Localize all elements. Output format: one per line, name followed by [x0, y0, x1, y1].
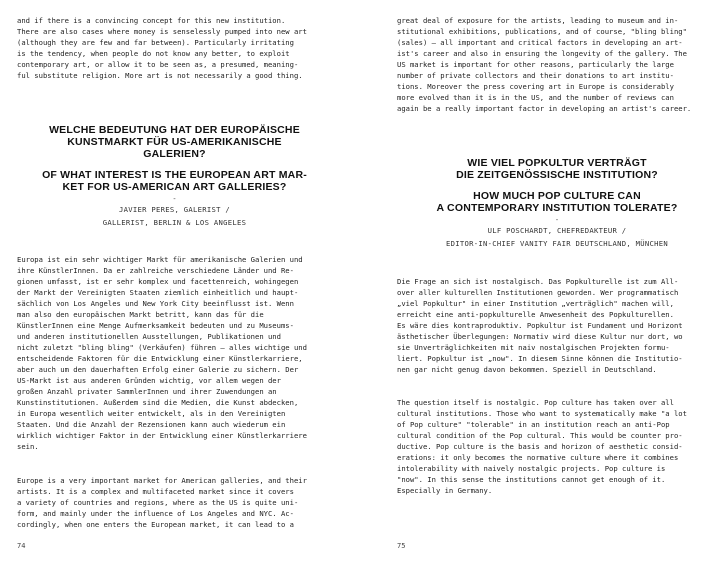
right-intro-paragraph — [397, 15, 717, 114]
text-line: Kunstinstitutionen. Außerdem sind die Medien, die Kunst abdecken, — [17, 398, 299, 407]
text-line: erations: it only becomes the normative culture where it combines — [397, 453, 679, 462]
text-line: is the tendency, when people do not know any better, to exploit — [17, 49, 290, 58]
text-line: Especially in Germany. — [397, 486, 493, 495]
text-line: tions. Moreover the press covering art in Europe is considerably — [397, 82, 674, 91]
right-body-german — [397, 276, 717, 375]
text-line: contemporary art, or allow it to be seen as, a presumed, meaning- — [17, 60, 299, 69]
text-line: erreicht eine anti-popkulturelle Anwesenheit des Popkulturellen. — [397, 310, 674, 319]
heading-english-line: OF WHAT INTEREST IS THE EUROPEAN ART MAR- — [42, 169, 307, 181]
text-line: wirklich wichtiger Faktor in der Entwicklung einer Künstlerkarriere — [17, 431, 307, 440]
text-line: Die Frage an sich ist nostalgisch. Das Popkulturelle ist zum All- — [397, 277, 679, 286]
left-body-english — [17, 475, 332, 530]
text-line: aber auch um den dauerhaften Erfolg einer Galerie zu sichern. Der — [17, 365, 299, 374]
right-body-english — [397, 397, 717, 496]
text-line: liert. Popkultur ist „now". In diesem Sinne können die Institutio- — [397, 354, 683, 363]
right-page — [364, 0, 728, 563]
text-line: Europa ist ein sehr wichtiger Markt für amerikanische Galerien und — [17, 255, 303, 264]
text-line: and if there is a convincing concept for this new institution. — [17, 16, 286, 25]
heading-german-line: DIE ZEITGENÖSSISCHE INSTITUTION? — [456, 169, 658, 181]
text-line: ästhetischer Überlegungen: Normativ wird diese Kultur nur dort, wo — [397, 332, 683, 341]
text-line: „viel Popkultur" in einer Institution „verträglich" machen will, — [397, 299, 674, 308]
page-number: 74 — [17, 542, 26, 550]
left-intro-paragraph — [17, 15, 332, 81]
text-line: man also den europäischen Markt betritt, kann das für die — [17, 310, 264, 319]
text-line: cultural institutions. Those who want to systematically make "a lot — [397, 409, 687, 418]
left-body-german — [17, 254, 332, 452]
text-line: entscheidende Faktoren für die Entwicklung einer Künstlerkarriere, — [17, 354, 303, 363]
text-line: stitutional exhibitions, publications, and of course, "bling bling" — [397, 27, 687, 36]
text-line: nen gar nicht genug davon bekommen. Speziell in Deutschland. — [397, 365, 657, 374]
text-line: cordingly, when one enters the European market, it can lead to a — [17, 520, 294, 529]
heading-german-line: KUNSTMARKT FÜR US-AMERIKANISCHE — [67, 136, 282, 148]
author-name-line: ULF POSCHARDT, CHEFREDAKTEUR / — [487, 226, 627, 235]
heading-separator-dash: - — [172, 195, 177, 203]
text-line: sein. — [17, 442, 39, 451]
text-line: Staaten. Und die Anzahl der Rezensionen kann auch wiederum ein — [17, 420, 286, 429]
text-line: of Pop culture" "tolerable" in an institution reach an anti-Pop — [397, 420, 670, 429]
text-line: ful substitute religion. More art is not necessarily a good thing. — [17, 71, 303, 80]
text-line: ihre KünstlerInnen. Da er zahlreiche verschiedene Länder und Re- — [17, 266, 294, 275]
text-line: artists. It is a complex and multifaceted market since it covers — [17, 487, 294, 496]
text-line: The question itself is nostalgic. Pop culture has taken over all — [397, 398, 674, 407]
text-line: more evolved than it is in the US, and the number of reviews can — [397, 93, 674, 102]
text-line: sie Unverträglichkeiten mit naiv nostalgischen Projekten formu- — [397, 343, 670, 352]
text-line: ductive. Pop culture is the basis and horizon of aesthetic consid- — [397, 442, 683, 451]
heading-german-line: WELCHE BEDEUTUNG HAT DER EUROPÄISCHE — [49, 124, 300, 136]
text-line: great deal of exposure for the artists, leading to museum and in- — [397, 16, 679, 25]
page-number: 75 — [397, 542, 406, 550]
text-line: number of private collectors and their donations to art institu- — [397, 71, 674, 80]
text-line: KünstlerInnen eine Menge Aufmerksamkeit bedeuten und zu Museums- — [17, 321, 294, 330]
text-line: ist's career and also in ensuring the longevity of the gallery. The — [397, 49, 687, 58]
text-line: nicht zuletzt "bling bling" (Verkäufen) führen – alles wichtige und — [17, 343, 307, 352]
heading-english-line: A CONTEMPORARY INSTITUTION TOLERATE? — [436, 202, 678, 214]
author-affiliation-line: EDITOR-IN-CHIEF VANITY FAIR DEUTSCHLAND, MÜNCHEN — [445, 239, 669, 248]
heading-german-line: GALERIEN? — [143, 148, 206, 160]
text-line: großen Anzahl privater SammlerInnen und ihrer Zuwendungen an — [17, 387, 277, 396]
text-line: gionen umfasst, ist er sehr komplex und facettenreich, wohingegen — [17, 277, 299, 286]
text-line: a variety of countries and regions, where as the US is quite uni- — [17, 498, 299, 507]
left-question-header — [17, 124, 332, 229]
heading-english-line: KET FOR US-AMERICAN ART GALLERIES? — [62, 181, 287, 193]
text-line: und anderen institutionellen Ausstellungen, Publikationen und — [17, 332, 281, 341]
author-affiliation-line: GALLERIST, BERLIN & LOS ANGELES — [102, 218, 247, 227]
right-question-header — [397, 157, 717, 250]
heading-german-line: WIE VIEL POPKULTUR VERTRÄGT — [467, 157, 647, 169]
text-line: form, and mainly under the influence of Los Angeles and NYC. Ac- — [17, 509, 294, 518]
text-line: Es wäre dies kontraproduktiv. Popkultur ist Fundament und Horizont — [397, 321, 683, 330]
text-line: again be a really important factor in developing an artist's career. — [397, 104, 692, 113]
author-name-line: JAVIER PERES, GALERIST / — [118, 205, 231, 214]
text-line: There are also cases where money is senselessly pumped into new art — [17, 27, 307, 36]
text-line: in Europa wesentlich weiter entwickelt, als in den Vereinigten — [17, 409, 286, 418]
text-line: cultural condition of the Pop cultural. This would be counter pro- — [397, 431, 683, 440]
text-line: US market is important for other reasons, particularly the large — [397, 60, 674, 69]
text-line: der Markt der Vereinigten Staaten ziemlich einheitlich und haupt- — [17, 288, 299, 297]
heading-separator-dash: - — [554, 216, 560, 224]
text-line: Europe is a very important market for American galleries, and their — [17, 476, 307, 485]
text-line: (sales) – all important and critical factors in developing an art- — [397, 38, 683, 47]
text-line: over aller kulturellen Institutionen geworden. Wer programmatisch — [397, 288, 679, 297]
text-line: intolerability with naively nostalgic projects. Pop culture is — [397, 464, 666, 473]
text-line: "now". In this sense the institutions cannot get enough of it. — [397, 475, 666, 484]
text-line: sächlich von Los Angeles und New York City beeinflusst ist. Wenn — [17, 299, 294, 308]
text-line: (although they are few and far between). Particularly irritating — [17, 38, 294, 47]
heading-english-line: HOW MUCH POP CULTURE CAN — [473, 190, 641, 202]
text-line: US-Markt ist aus anderen Gründen wichtig, vor allem wegen der — [17, 376, 281, 385]
